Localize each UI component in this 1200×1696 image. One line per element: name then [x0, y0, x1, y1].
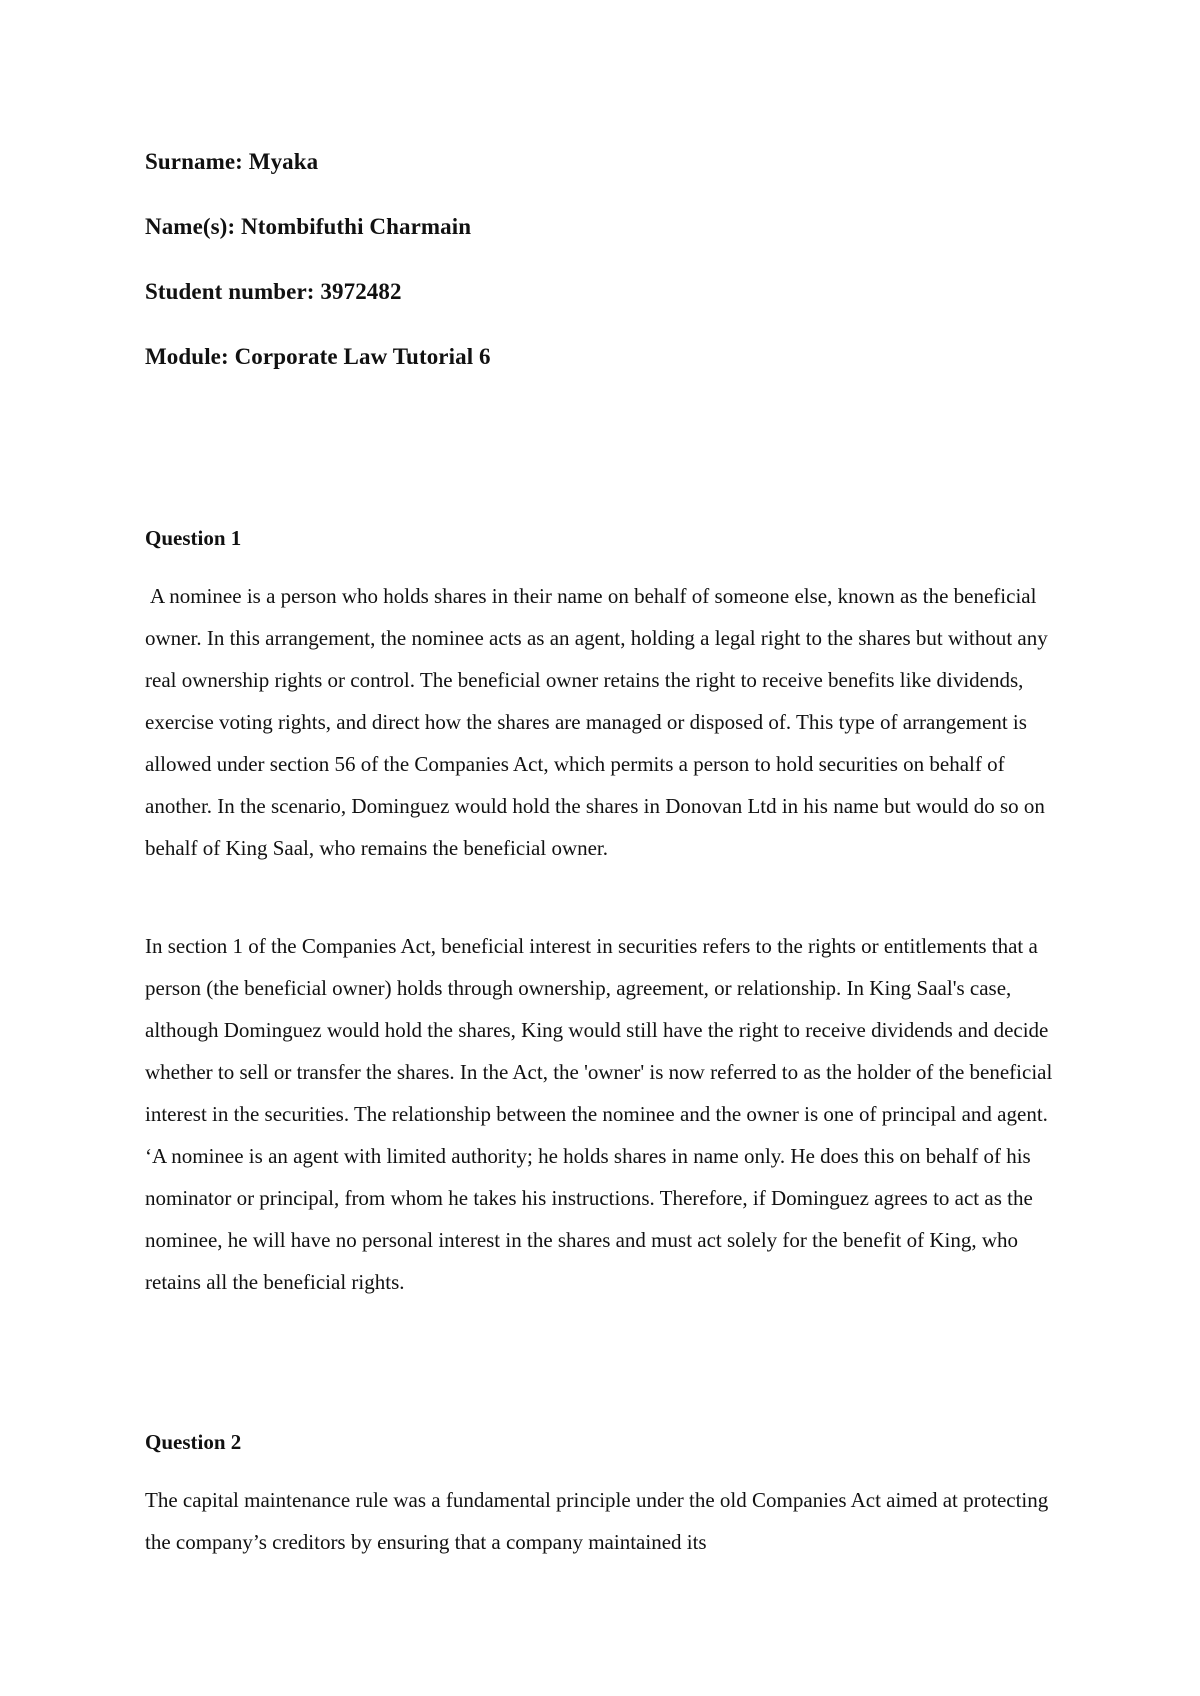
question-1-paragraph-2: In section 1 of the Companies Act, beneficial interest in securities refers to the rights or entitlements that a person (the beneficial owner) holds through ownership, agreement, or relationship. In King Saal's case, although Dominguez would hold the shares, King would still have the right to receive dividends and decide whether to sell or transfer the shares. In the Act, the 'owner' is now referred to as the holder of the beneficial interest in the securities. The relationship between the nominee and the owner is one of principal and agent. ‘A nominee is an agent with limited authority; he holds shares in name only. He does this on behalf of his nominator or principal, from whom he takes his instructions. Therefore, if Dominguez agrees to act as the nominee, he will have no personal interest in the shares and must act solely for the benefit of King, who retains all the beneficial rights. — [145, 934, 1053, 1294]
question-2-paragraph-1: The capital maintenance rule was a fundamental principle under the old Companies Act aimed at protecting the company’s creditors by ensuring that a company maintained its — [145, 1488, 1049, 1554]
student-number-line: Student number: 3972482 — [145, 279, 402, 304]
question-1-paragraph-1: A nominee is a person who holds shares in their name on behalf of someone else, known as the beneficial owner. In this arrangement, the nominee acts as an agent, holding a legal right to the shares but without any real ownership rights or control. The beneficial owner retains the right to receive benefits like dividends, exercise voting rights, and direct how the shares are managed or disposed of. This type of arrangement is allowed under section 56 of the Companies Act, which permits a person to hold securities on behalf of another. In the scenario, Dominguez would hold the shares in Donovan Ltd in his name but would do so on behalf of King Saal, who remains the beneficial owner. — [145, 584, 1048, 860]
names-line: Name(s): Ntombifuthi Charmain — [145, 214, 472, 239]
question-1-heading: Question 1 — [145, 526, 242, 550]
question-2-heading: Question 2 — [145, 1430, 242, 1454]
surname-line: Surname: Myaka — [145, 149, 319, 174]
module-line: Module: Corporate Law Tutorial 6 — [145, 344, 491, 369]
